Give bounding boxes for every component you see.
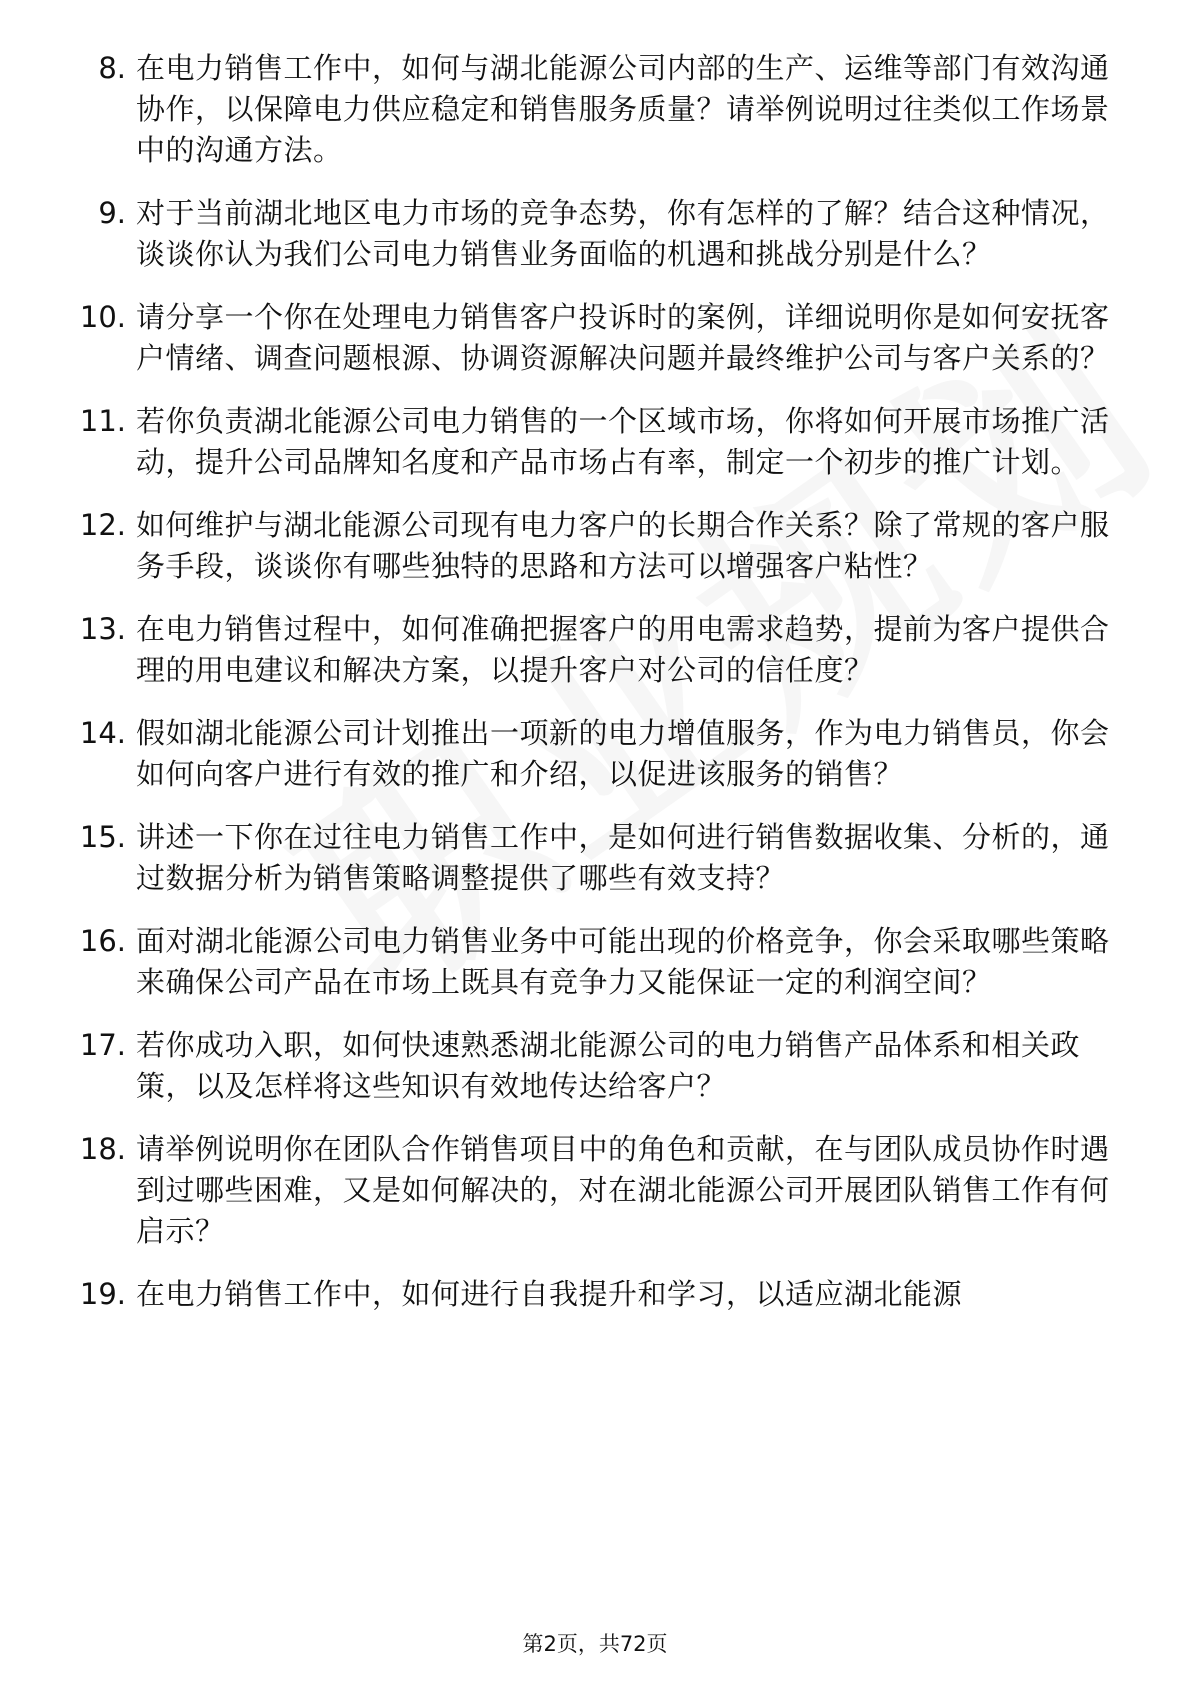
question-number: 14. [79,716,126,750]
list-item [70,48,1110,171]
question-number: 12. [79,508,126,542]
question-text: 请举例说明你在团队合作销售项目中的角色和贡献，在与团队成员协作时遇到过哪些困难，又是如何解决的，对在湖北能源公司开展团队销售工作有何启示？ [136,1132,1110,1248]
question-number: 19. [79,1277,126,1311]
question-text: 请分享一个你在处理电力销售客户投诉时的案例，详细说明你是如何安抚客户情绪、调查问题根源、协调资源解决问题并最终维护公司与客户关系的？ [136,300,1110,375]
question-text: 讲述一下你在过往电力销售工作中，是如何进行销售数据收集、分析的，通过数据分析为销售策略调整提供了哪些有效支持？ [136,820,1110,895]
question-text: 在电力销售工作中，如何与湖北能源公司内部的生产、运维等部门有效沟通协作，以保障电力供应稳定和销售服务质量？请举例说明过往类似工作场景中的沟通方法。 [136,51,1110,167]
page-number-label: 第2页，共72页 [522,1632,668,1656]
question-number: 11. [79,404,126,438]
question-list [70,48,1110,1337]
question-text: 如何维护与湖北能源公司现有电力客户的长期合作关系？除了常规的客户服务手段，谈谈你有哪些独特的思路和方法可以增强客户粘性？ [136,508,1110,583]
question-number: 8. [98,51,126,85]
question-number: 18. [79,1132,126,1166]
question-number: 13. [79,612,126,646]
question-text: 在电力销售工作中，如何进行自我提升和学习，以适应湖北能源 [136,1277,963,1311]
question-text: 若你负责湖北能源公司电力销售的一个区域市场，你将如何开展市场推广活动，提升公司品牌知名度和产品市场占有率，制定一个初步的推广计划。 [136,404,1110,479]
list-item [70,609,1110,691]
list-item [70,401,1110,483]
question-text: 若你成功入职，如何快速熟悉湖北能源公司的电力销售产品体系和相关政策，以及怎样将这些知识有效地传达给客户？ [136,1028,1081,1103]
list-item [70,297,1110,379]
question-number: 10. [79,300,126,334]
list-item [70,817,1110,899]
question-text: 对于当前湖北地区电力市场的竞争态势，你有怎样的了解？结合这种情况，谈谈你认为我们公司电力销售业务面临的机遇和挑战分别是什么？ [136,196,1110,271]
question-number: 17. [79,1028,126,1062]
question-number: 16. [79,924,126,958]
list-item [70,1274,1110,1315]
list-item [70,713,1110,795]
question-number: 9. [98,196,126,230]
list-item [70,193,1110,275]
page-footer [0,1628,1190,1658]
list-item [70,505,1110,587]
question-text: 在电力销售过程中，如何准确把握客户的用电需求趋势，提前为客户提供合理的用电建议和解决方案，以提升客户对公司的信任度？ [136,612,1110,687]
list-item [70,1025,1110,1107]
question-number: 15. [79,820,126,854]
list-item [70,921,1110,1003]
question-text: 面对湖北能源公司电力销售业务中可能出现的价格竞争，你会采取哪些策略来确保公司产品在市场上既具有竞争力又能保证一定的利润空间？ [136,924,1110,999]
list-item [70,1129,1110,1252]
question-text: 假如湖北能源公司计划推出一项新的电力增值服务，作为电力销售员，你会如何向客户进行有效的推广和介绍，以促进该服务的销售？ [136,716,1110,791]
